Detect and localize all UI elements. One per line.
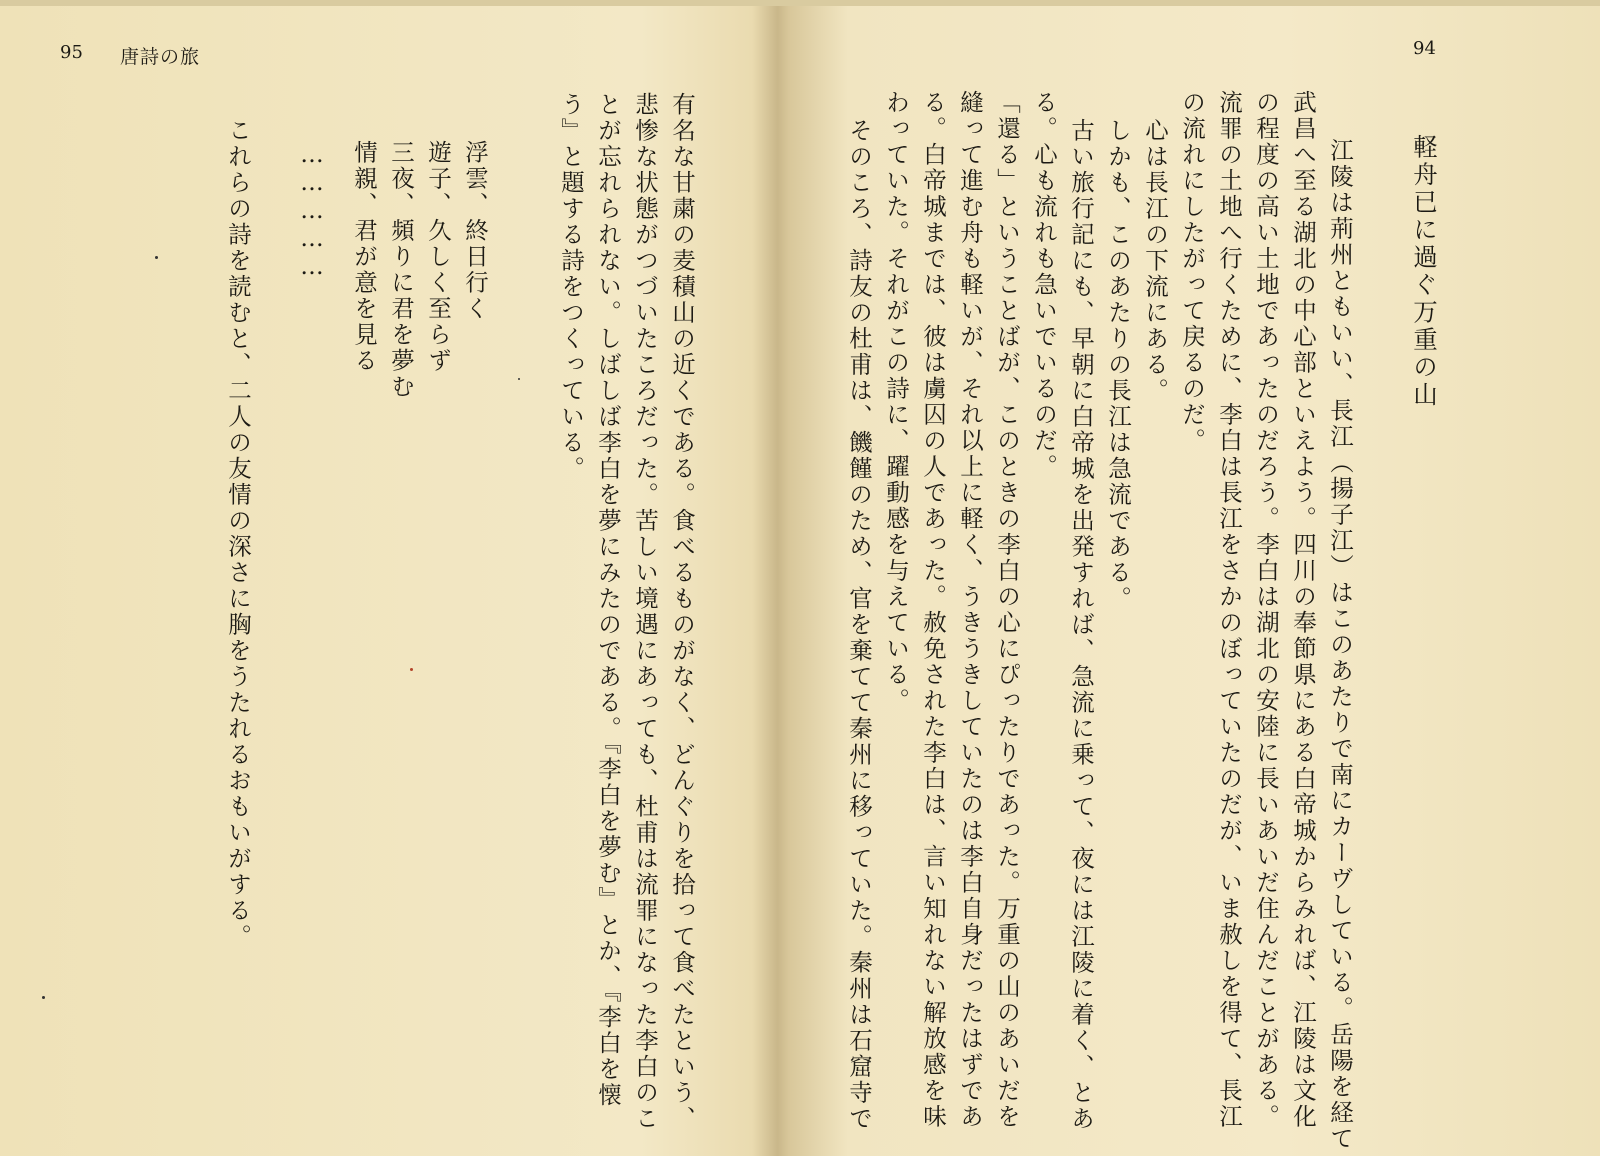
paper-speck [42,996,45,999]
text-column: る。白帝城までは、彼は虜囚の人であった。赦免された李白は、言い知れない解放感を味 [919,90,947,1130]
poem-line: 遊子、久しく至らず [424,140,452,374]
text-column: 悲惨な状態がつづいたころだった。苦しい境遇にあっても、杜甫は流罪になった李白のこ [631,92,659,1132]
text-column: 心は長江の下流にある。 [1141,118,1169,404]
text-column: う』と題する詩をつくっている。 [557,92,585,482]
poem-line: 浮雲、終日行く [461,140,489,322]
text-column: そのころ、詩友の杜甫は、饑饉のため、官を棄てて秦州に移っていた。秦州は石窟寺で [845,118,873,1132]
paper-speck [155,256,158,259]
text-column: の程度の高い土地であったのだろう。李白は湖北の安陸に長いあいだ住んだことがある。 [1252,90,1280,1130]
page-number-right: 94 [1413,38,1436,59]
poem-line: 情親、君が意を見る [350,140,378,374]
text-column: 有名な甘粛の麦積山の近くである。食べるものがなく、どんぐりを拾って食べたという、 [668,92,696,1132]
text-column: の流れにしたがって戻るのだ。 [1178,90,1206,454]
paper-speck [410,668,413,671]
text-column: しかも、このあたりの長江は急流である。 [1104,118,1132,612]
text-column: 流罪の土地へ行くために、李白は長江をさかのぼっていたのだが、いま赦しを得て、長江 [1215,90,1243,1130]
text-column: 縫って進む舟も軽いが、それ以上に軽く、うきうきしていたのは李白自身だったはずであ [956,90,984,1130]
text-column: わっていた。それがこの詩に、躍動感を与えている。 [882,90,910,714]
running-title: 唐詩の旅 [120,46,201,68]
page-number-left: 95 [60,42,83,63]
text-column: 「還る」ということばが、このときの李白の心にぴったりであった。万重の山のあいだを [993,90,1021,1130]
page-edge [0,0,1600,6]
text-column: これらの詩を読むと、二人の友情の深さに胸をうたれるおもいがする。 [224,118,252,950]
text-column: 江陵は荊州ともいい、長江（揚子江）はこのあたりで南にカーヴしている。岳陽を経て [1326,138,1354,1152]
text-column: 古い旅行記にも、早朝に白帝城を出発すれば、急流に乗って、夜には江陵に着く、とあ [1067,118,1095,1132]
poem-line: 三夜、頻りに君を夢む [387,140,415,400]
ellipsis: …………… [298,140,326,280]
paper-speck [518,378,520,380]
text-column: とが忘れられない。しばしば李白を夢にみたのである。『李白を夢む』とか、『李白を懐 [594,92,622,1109]
text-column: 武昌へ至る湖北の中心部といえよう。四川の奉節県にある白帝城からみれば、江陵は文化 [1289,90,1317,1130]
text-column: る。心も流れも急いでいるのだ。 [1030,90,1058,480]
section-heading: 軽舟已に過ぐ万重の山 [1410,134,1439,409]
